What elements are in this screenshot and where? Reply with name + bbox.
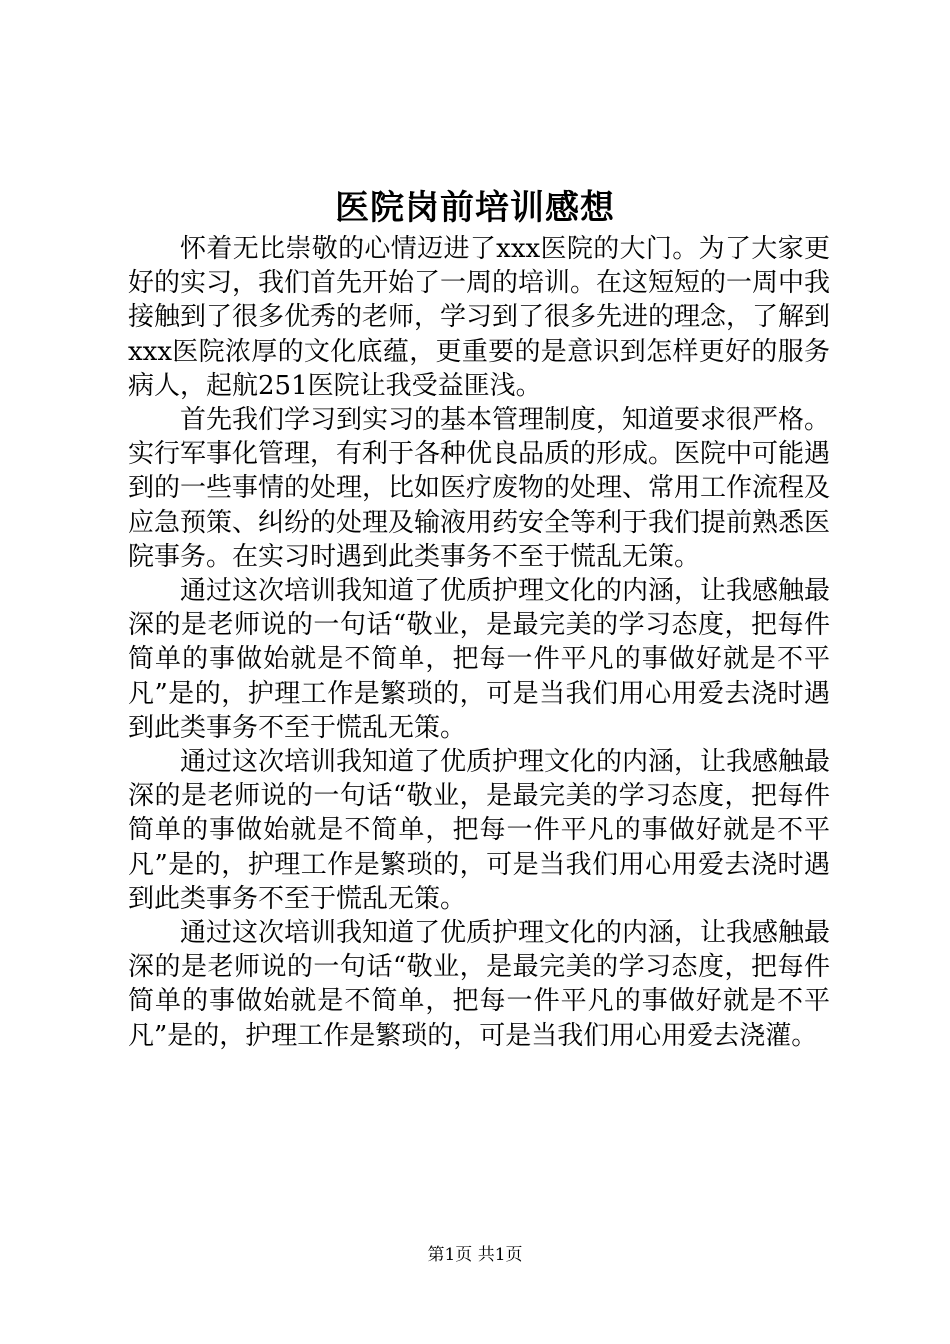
document-body xyxy=(128,232,830,1053)
paragraph-3: 通过这次培训我知道了优质护理文化的内涵，让我感触最深的是老师说的一句话“敬业，是最完美的学习态度，把每件简单的事做始就是不简单，把每一件平凡的事做好就是不平凡”是的，护理工作是繁琐的，可是当我们用心用爱去浇时遇到此类事务不至于慌乱无策。 xyxy=(128,576,831,743)
paragraph-2: 首先我们学习到实习的基本管理制度，知道要求很严格。实行军事化管理，有利于各种优良品质的形成。医院中可能遇到的一些事情的处理，比如医疗废物的处理、常用工作流程及应急预策、纠纷的处理及输液用药安全等利于我们提前熟悉医院事务。在实习时遇到此类事务不至于慌乱无策。 xyxy=(128,405,831,572)
page-footer: 第1页 共1页 xyxy=(427,1245,523,1265)
paragraph-1: 怀着无比崇敬的心情迈进了xxx医院的大门。为了大家更好的实习，我们首先开始了一周的培训。在这短短的一周中我接触到了很多优秀的老师，学习到了很多先进的理念，了解到xxx医院浓厚的文化底蕴，更重要的是意识到怎样更好的服务病人，起航251医院让我受益匪浅。 xyxy=(128,234,831,401)
paragraph-4: 通过这次培训我知道了优质护理文化的内涵，让我感触最深的是老师说的一句话“敬业，是最完美的学习态度，把每件简单的事做始就是不简单，把每一件平凡的事做好就是不平凡”是的，护理工作是繁琐的，可是当我们用心用爱去浇时遇到此类事务不至于慌乱无策。 xyxy=(128,747,831,914)
paragraph-5: 通过这次培训我知道了优质护理文化的内涵，让我感触最深的是老师说的一句话“敬业，是最完美的学习态度，把每件简单的事做始就是不简单，把每一件平凡的事做好就是不平凡”是的，护理工作是繁琐的，可是当我们用心用爱去浇灌。 xyxy=(128,918,831,1051)
document-title: 医院岗前培训感想 xyxy=(335,188,615,228)
